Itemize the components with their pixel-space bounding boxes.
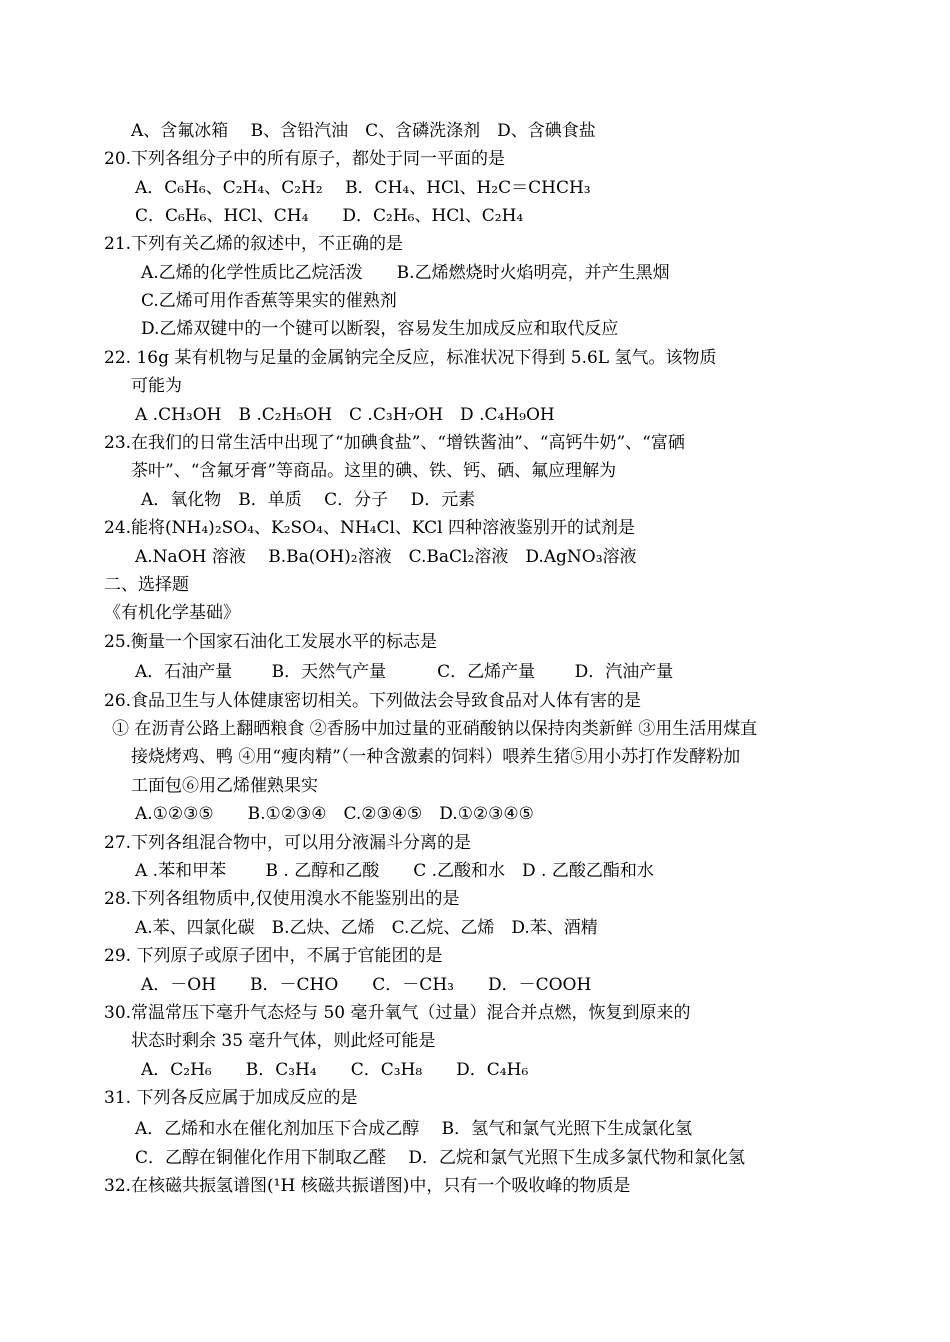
- text-line: 工面包⑥用乙烯催熟果实: [131, 776, 318, 796]
- option-line: A.苯、四氯化碳 B.乙炔、乙烯 C.乙烷、乙烯 D.苯、酒精: [135, 918, 598, 938]
- question-25: 25.衡量一个国家石油化工发展水平的标志是: [104, 632, 438, 652]
- option-line: A.乙烯的化学性质比乙烷活泼 B.乙烯燃烧时火焰明亮，并产生黑烟: [141, 263, 670, 283]
- option-line: A．氧化物 B．单质 C．分子 D．元素: [141, 490, 476, 510]
- text-line: 状态时剩余 35 毫升气体，则此烃可能是: [131, 1031, 436, 1051]
- question-21: 21.下列有关乙烯的叙述中，不正确的是: [104, 234, 404, 254]
- option-line: C．C₆H₆、HCl、CH₄ D．C₂H₆、HCl、C₂H₄: [135, 206, 524, 226]
- question-26: 26.食品卫生与人体健康密切相关。下列做法会导致食品对人体有害的是: [104, 691, 642, 711]
- question-23: 23.在我们的日常生活中出现了“加碘食盐”、“增铁酱油”、“高钙牛奶”、“富硒: [104, 433, 685, 453]
- option-line: A．C₆H₆、C₂H₄、C₂H₂ B．CH₄、HCl、H₂C＝CHCH₃: [135, 178, 591, 198]
- text-line: A、含氟冰箱 B、含铅汽油 C、含磷洗涤剂 D、含碘食盐: [131, 121, 596, 141]
- option-line: A．C₂H₆ B．C₃H₄ C．C₃H₈ D．C₄H₆: [141, 1060, 529, 1080]
- option-line: D.乙烯双键中的一个键可以断裂，容易发生加成反应和取代反应: [141, 319, 619, 339]
- question-20: 20.下列各组分子中的所有原子，都处于同一平面的是: [104, 149, 506, 169]
- question-30: 30.常温常压下毫升气态烃与 50 毫升氧气（过量）混合并点燃，恢复到原来的: [104, 1003, 691, 1023]
- option-line: A．乙烯和水在催化剂加压下合成乙醇 B．氢气和氯气光照下生成氯化氢: [135, 1119, 693, 1139]
- option-line: A．－OH B．－CHO C．－CH₃ D．－COOH: [141, 975, 592, 995]
- text-line: 可能为: [131, 376, 182, 396]
- question-29: 29. 下列原子或原子团中，不属于官能团的是: [104, 946, 443, 966]
- option-line: A.①②③⑤ B.①②③④ C.②③④⑤ D.①②③④⑤: [135, 804, 534, 824]
- option-line: A .苯和甲苯 B . 乙醇和乙酸 C .乙酸和水 D . 乙酸乙酯和水: [135, 861, 654, 881]
- question-22: 22. 16g 某有机物与足量的金属钠完全反应，标准状况下得到 5.6L 氢气。该物质: [104, 348, 717, 368]
- section-heading: 二、选择题: [104, 575, 189, 595]
- question-31: 31. 下列各反应属于加成反应的是: [104, 1088, 358, 1108]
- option-line: C．乙醇在铜催化作用下制取乙醛 D．乙烷和氯气光照下生成多氯代物和氯化氢: [135, 1148, 746, 1168]
- question-27: 27.下列各组混合物中，可以用分液漏斗分离的是: [104, 833, 472, 853]
- text-line: 茶叶”、“含氟牙膏”等商品。这里的碘、铁、钙、硒、氟应理解为: [131, 461, 617, 481]
- option-line: A .CH₃OH B .C₂H₅OH C .C₃H₇OH D .C₄H₉OH: [135, 405, 555, 425]
- text-line: ① 在沥青公路上翻晒粮食 ②香肠中加过量的亚硝酸钠以保持肉类新鲜 ③用生活用煤直: [112, 719, 758, 739]
- option-line: A．石油产量 B．天然气产量 C．乙烯产量 D．汽油产量: [135, 662, 674, 682]
- option-line: C.乙烯可用作香蕉等果实的催熟剂: [141, 291, 397, 311]
- question-32: 32.在核磁共振氢谱图(¹H 核磁共振谱图)中，只有一个吸收峰的物质是: [104, 1176, 631, 1196]
- text-line: 接烧烤鸡、鸭 ④用“瘦肉精”（一种含激素的饲料）喂养生猪⑤用小苏打作发酵粉加: [131, 747, 741, 767]
- option-line: A.NaOH 溶液 B.Ba(OH)₂溶液 C.BaCl₂溶液 D.AgNO₃溶液: [135, 547, 637, 567]
- subsection-heading: 《有机化学基础》: [104, 603, 240, 623]
- question-28: 28.下列各组物质中,仅使用溴水不能鉴别出的是: [104, 889, 460, 909]
- question-24: 24.能将(NH₄)₂SO₄、K₂SO₄、NH₄Cl、KCl 四种溶液鉴别开的试剂是: [104, 518, 635, 538]
